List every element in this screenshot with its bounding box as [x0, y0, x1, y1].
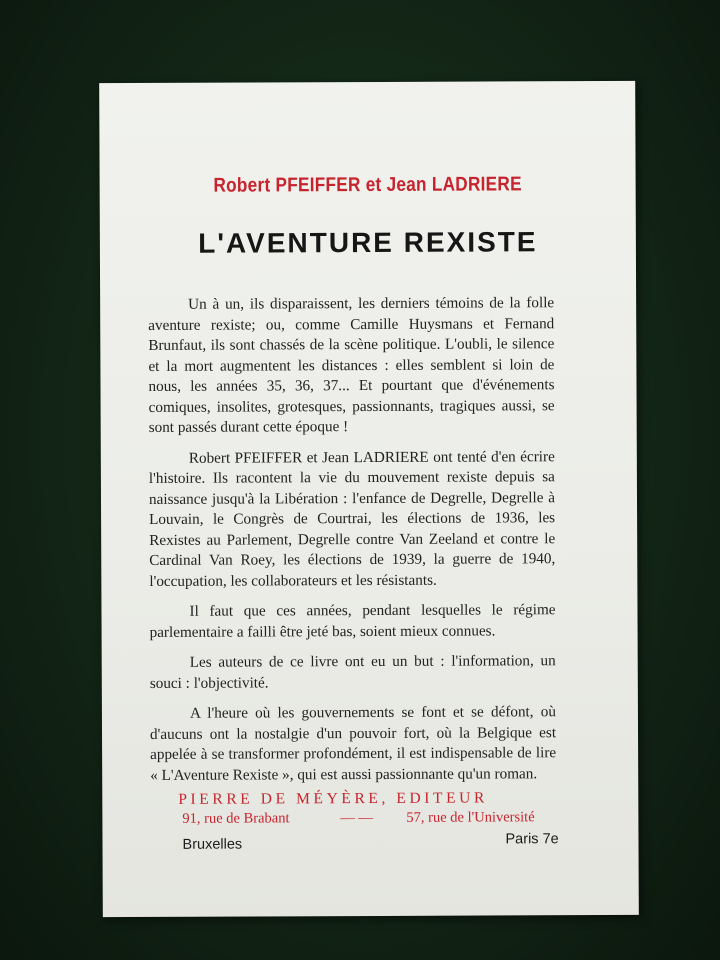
book-title: L'AVENTURE REXISTE	[198, 226, 538, 259]
blurb-paragraph: Les auteurs de ce livre ont eu un but : l'information, un souci : l'objectivité.	[149, 652, 556, 692]
address-brussels: 91, rue de Brabant	[182, 810, 290, 827]
address-separator: — —	[340, 809, 374, 827]
book-back-cover	[99, 81, 639, 917]
blurb-paragraph: Un à un, ils disparaissent, les derniers témoins de la folle aventure rexiste; ou, comme Camille Huysmans et Fernand Brunfaut, ils sont chassés de la scène politique. L'oubli, le silence et la mort augmentent les distances : elles semblent si loin de nous, les années 35, 36, 37... Et pourtant que d'événements comiques, insolites, grotesques, passionnants, tragiques aussi, se sont passés durant cette époque !	[148, 294, 555, 436]
publisher-name: PIERRE DE MÉYÈRE, EDITEUR	[178, 789, 488, 808]
city-brussels: Bruxelles	[182, 836, 243, 853]
authors-line: Robert PFEIFFER et Jean LADRIERE	[213, 173, 522, 197]
blurb-text	[148, 293, 556, 796]
blurb-paragraph: Robert PFEIFFER et Jean LADRIERE ont tenté d'en écrire l'histoire. Ils racontent la vie du mouvement rexiste depuis sa naissance jusqu'à la Libération : l'enfance de Degrelle, Degrelle à Louvain, le Congrès de Courtrai, les élections de 1936, les Rexistes au Parlement, Degrelle contre Van Zeeland et contre le Cardinal Van Roey, les élections de 1939, la guerre de 1940, l'occupation, les collaborateurs et les résistants.	[148, 447, 556, 590]
blurb-paragraph: Il faut que ces années, pendant lesquelles le régime parlementaire a failli être jeté bas, soient mieux connues.	[149, 601, 556, 641]
blurb-paragraph: A l'heure où les gouvernements se font et se défont, où d'aucuns ont la nostalgie d'un pouvoir fort, où la Belgique est appelée à se transformer profondément, il est indispensable de lire « L'Aventure Rexiste », qui est aussi passionnante qu'un roman.	[149, 703, 557, 784]
address-paris: 57, rue de l'Université	[406, 809, 535, 826]
city-paris: Paris 7e	[505, 831, 559, 848]
